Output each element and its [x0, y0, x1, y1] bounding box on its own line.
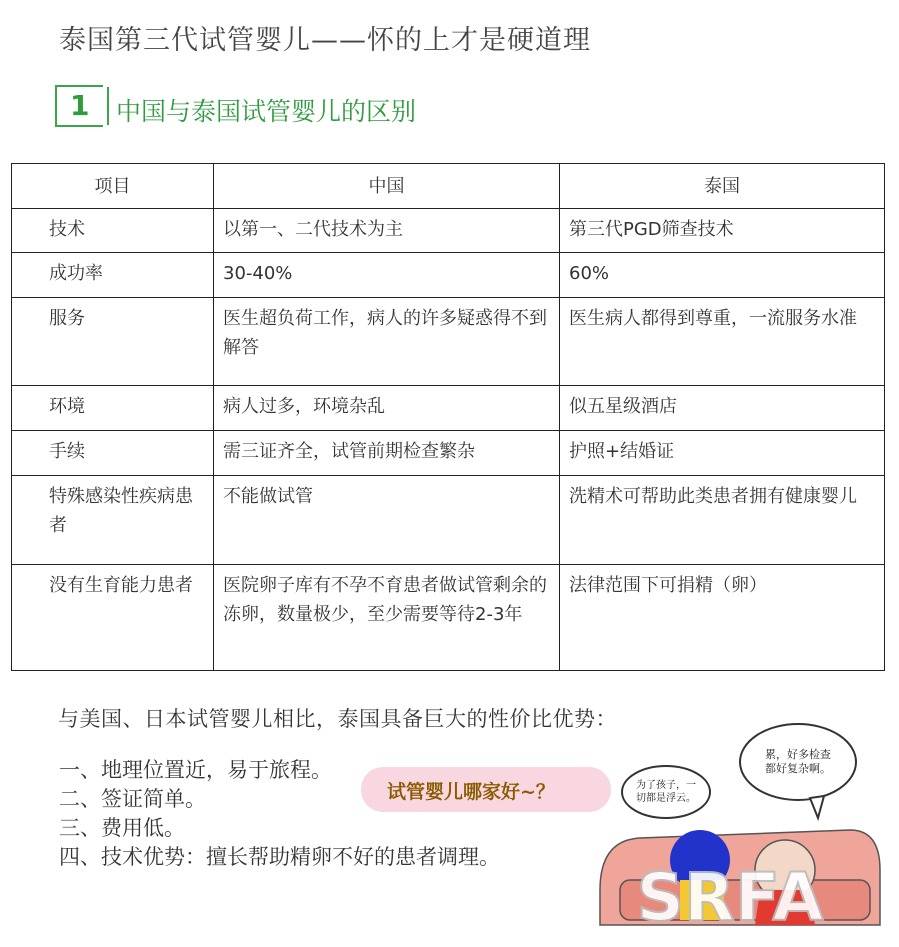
china-cell: 30-40% — [214, 253, 560, 298]
table-header-row — [12, 164, 885, 209]
thailand-cell: 法律范围下可捐精（卵） — [560, 565, 885, 671]
row-label: 环境 — [12, 386, 214, 431]
table-row — [12, 253, 885, 298]
list-item: 一、地理位置近，易于旅程。 — [59, 758, 332, 782]
china-cell: 病人过多，环境杂乱 — [214, 386, 560, 431]
question-bubble — [361, 767, 611, 812]
table-row — [12, 565, 885, 671]
list-item: 四、技术优势：擅长帮助精卵不好的患者调理。 — [59, 845, 500, 869]
bubble-text: 试管婴儿哪家好~？ — [387, 781, 555, 803]
section-number-box — [55, 85, 103, 127]
china-cell: 医院卵子库有不孕不育患者做试管剩余的冻卵，数量极少，至少需要等待2-3年 — [214, 565, 560, 671]
speech-left-text: 为了孩子，一切都是浮云。 — [636, 780, 696, 804]
cartoon-illustration — [580, 720, 898, 945]
section-title: 中国与泰国试管婴儿的区别 — [116, 97, 417, 126]
comparison-table — [11, 163, 885, 671]
china-cell: 医生超负荷工作，病人的许多疑惑得不到解答 — [214, 298, 560, 386]
china-cell: 需三证齐全，试管前期检查繁杂 — [214, 431, 560, 476]
row-label: 没有生育能力患者 — [12, 565, 214, 671]
header-china: 中国 — [214, 164, 560, 209]
speech-bubble-left — [622, 766, 710, 818]
row-label: 成功率 — [12, 253, 214, 298]
table-row — [12, 209, 885, 253]
list-item: 二、签证简单。 — [59, 787, 206, 811]
thailand-cell: 洗精术可帮助此类患者拥有健康婴儿 — [560, 476, 885, 565]
intro-text: 与美国、日本试管婴儿相比，泰国具备巨大的性价比优势： — [58, 707, 617, 731]
thailand-cell: 似五星级酒店 — [560, 386, 885, 431]
thailand-cell: 护照+结婚证 — [560, 431, 885, 476]
thailand-cell: 60% — [560, 253, 885, 298]
section-number: 1 — [70, 89, 90, 122]
thailand-cell: 医生病人都得到尊重，一流服务水准 — [560, 298, 885, 386]
table-row — [12, 298, 885, 386]
row-label: 特殊感染性疾病患者 — [12, 476, 214, 565]
watermark: SRFA — [636, 859, 824, 936]
china-cell: 以第一、二代技术为主 — [214, 209, 560, 253]
page-title: 泰国第三代试管婴儿——怀的上才是硬道理 — [59, 25, 591, 56]
china-cell: 不能做试管 — [214, 476, 560, 565]
speech-right-text: 累，好多检查都好复杂啊。 — [765, 748, 831, 775]
thailand-cell: 第三代PGD筛查技术 — [560, 209, 885, 253]
header-item: 项目 — [12, 164, 214, 209]
table-row — [12, 476, 885, 565]
row-label: 服务 — [12, 298, 214, 386]
row-label: 手续 — [12, 431, 214, 476]
list-item: 三、费用低。 — [59, 816, 185, 840]
header-thailand: 泰国 — [560, 164, 885, 209]
row-label: 技术 — [12, 209, 214, 253]
table-row — [12, 431, 885, 476]
table-row — [12, 386, 885, 431]
